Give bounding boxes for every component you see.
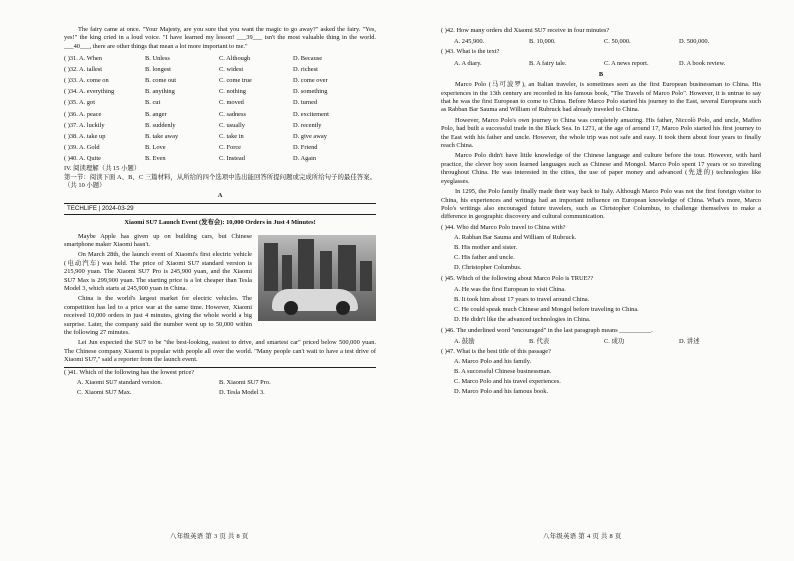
option-b: B. anger xyxy=(145,110,167,118)
page-footer-left: 八年级英语 第 3 页 共 8 页 xyxy=(170,532,249,540)
question-41-options-row1 xyxy=(77,379,376,389)
option-c: C. sadness xyxy=(219,110,246,118)
option-c: C. moved xyxy=(219,99,244,107)
passage-label-b: B xyxy=(598,70,604,78)
option-d[interactable]: D. 讲述 xyxy=(679,337,700,345)
option-b: B. anything xyxy=(145,88,175,96)
cloze-row-40 xyxy=(64,154,376,165)
option-c: C. Although xyxy=(219,54,251,62)
cloze-row-32 xyxy=(64,64,376,75)
question-46-options xyxy=(454,337,761,347)
option-c[interactable]: C. He could speak much Chinese and Mongol before traveling to China. xyxy=(454,305,639,313)
answer-blank[interactable]: ( )32. xyxy=(64,65,78,73)
answer-blank[interactable]: ( )34. xyxy=(64,88,78,96)
option-d[interactable]: D. 500,000. xyxy=(679,38,710,46)
answer-blank[interactable]: ( )38. xyxy=(64,132,78,140)
option-b: B. Unless xyxy=(145,54,170,62)
question-42-options xyxy=(454,37,761,47)
cloze-row-39 xyxy=(64,143,376,154)
passage-b-paragraph-1: Marco Polo (马可波罗), an Italian traveler, is sometimes seen as the first European businessman to China. His experiences in the 13th century are recorded in his famous book, "The Travels of Marco Polo". However, it is untrue to say that he was the first European to come to China. Before Marco Polo started his journey to the East, several Europeans such as Rabban Bar Sauma and William of Rubruck had already traveled to China. xyxy=(441,81,761,114)
question-46[interactable]: ( )46. The underlined word "encouraged" in the last paragraph means __________. xyxy=(441,326,653,334)
answer-blank[interactable]: ( )39. xyxy=(64,144,78,152)
option-d: D. Friend xyxy=(293,144,318,152)
cloze-row-31 xyxy=(64,53,376,64)
answer-blank[interactable]: ( )40. xyxy=(64,155,78,163)
option-a: A. got xyxy=(79,99,95,107)
question-47[interactable]: ( )47. What is the best title of this passage? xyxy=(441,347,551,355)
option-d: D. Again xyxy=(293,155,317,163)
answer-blank[interactable]: ( )37. xyxy=(64,121,78,129)
cloze-row-36 xyxy=(64,109,376,120)
passage-b-paragraph-4: In 1295, the Polo family finally made their way back to Italy. Although Marco Polo was not the first foreign visitor to China, his experiences and writings had an important influence on European knowledge of China. What's more, Marco Polo's writings also encouraged future travelers, such as Christopher Columbus, to challenge themselves to make a difference in geographic discovery and cultural communication. xyxy=(441,188,761,221)
news-article-box xyxy=(64,203,376,368)
cloze-row-35 xyxy=(64,98,376,109)
option-a[interactable]: A. A diary. xyxy=(454,59,482,67)
section-instructions: 第一节：阅读下面 A、B、C 三篇材料，从所给的四个选项中选出能回答所提问题或完成所给句子的最佳答案。（共 10 小题） xyxy=(64,173,376,189)
question-41[interactable]: ( )41. Which of the following has the lowest price? xyxy=(64,368,195,376)
option-b: B. come out xyxy=(145,76,177,84)
option-a[interactable]: A. Marco Polo and his family. xyxy=(454,358,532,366)
option-d: D. come over xyxy=(293,76,328,84)
option-b[interactable]: B. It took him about 17 years to travel around China. xyxy=(454,295,590,303)
passage-b-paragraph-2: However, Marco Polo's own journey to China was completely amazing. His father, Niccolò Polo, and uncle, Maffeo Polo, had built a successful trade in the Black Sea. In 1271, at the age of around 17, Marco Polo started his first journey to the East with his father and uncle. However, the whole trip was not safe and easy. It took them about four years to finally reach China. xyxy=(441,116,761,150)
option-c[interactable]: C. Xiaomi SU7 Max. xyxy=(77,389,132,397)
option-a: A. luckily xyxy=(79,121,105,129)
option-d[interactable]: D. Christopher Columbus. xyxy=(454,264,522,272)
option-b[interactable]: B. A successful Chinese businessman. xyxy=(454,368,552,376)
answer-blank[interactable]: ( )31. xyxy=(64,54,78,62)
option-c: C. take in xyxy=(219,132,244,140)
option-d: D. richest xyxy=(293,65,318,73)
article-paragraph-1: Maybe Apple has given up on building cars, but Chinese smartphone maker Xiaomi hasn't. xyxy=(64,232,252,248)
option-b: B. suddenly xyxy=(145,121,176,129)
cloze-row-37 xyxy=(64,120,376,131)
cloze-row-34 xyxy=(64,87,376,98)
option-a: A. come on xyxy=(79,76,109,84)
option-d[interactable]: D. A book review. xyxy=(679,59,726,67)
option-a[interactable]: A. 鼓励 xyxy=(454,337,475,345)
car-photo-image xyxy=(258,235,376,321)
option-b[interactable]: B. Xiaomi SU7 Pro. xyxy=(219,379,271,387)
answer-blank[interactable]: ( )33. xyxy=(64,76,78,84)
option-d: D. turned xyxy=(293,99,318,107)
option-b[interactable]: B. 代表 xyxy=(529,337,550,345)
cloze-row-38 xyxy=(64,132,376,143)
option-a[interactable]: A. 245,900. xyxy=(454,38,485,46)
option-d[interactable]: D. Marco Polo and his famous book. xyxy=(454,388,549,396)
question-45[interactable]: ( )45. Which of the following about Marco Polo is TRUE?? xyxy=(441,275,594,283)
option-c[interactable]: C. 成功 xyxy=(604,337,625,345)
option-a[interactable]: A. Rabban Bar Sauma and William of Rubruck. xyxy=(454,234,577,242)
article-paragraph-2: On March 28th, the launch event of Xiaomi's first electric vehicle (电动汽车) was held. The price of Xiaomi SU7 standard version is 215,900 yuan. The Xiaomi SU7 Pro is 245,900 yuan, and the Xiaomi SU7 Max is 299,900 yuan. The starting price is a lot cheaper than Tesla Model 3, which starts at 245,900 yuan in China. xyxy=(64,251,252,292)
question-44[interactable]: ( )44. Who did Marco Polo travel to China with? xyxy=(441,223,566,231)
option-d: D. excitement xyxy=(293,110,329,118)
option-a: A. When xyxy=(79,54,102,62)
option-a[interactable]: A. Xiaomi SU7 standard version. xyxy=(77,379,163,387)
question-42[interactable]: ( )42. How many orders did Xiaomi SU7 receive in four minutes? xyxy=(441,27,610,34)
question-41-options-row2 xyxy=(77,389,376,399)
question-43[interactable]: ( )43. What is the text? xyxy=(441,48,500,56)
article-paragraph-4: Lei Jun expected the SU7 to be "the best-looking, easiest to drive, and smartest car" priced below 500,000 yuan. The Chinese company Xiaomi is popular with people all over the world. "Many people can't wait to have a test drive of Xiaomi SU7," said a reporter from the launch event. xyxy=(64,339,376,364)
option-a: A. everything xyxy=(79,88,115,96)
option-c: C. come true xyxy=(219,76,252,84)
option-b: B. cut xyxy=(145,99,161,107)
option-c[interactable]: C. 50,000. xyxy=(604,38,631,46)
option-c[interactable]: C. A news report. xyxy=(604,59,649,67)
option-c[interactable]: C. Marco Polo and his travel experiences. xyxy=(454,378,561,386)
article-title: Xiaomi SU7 Launch Event (发布会): 10,000 Orders in Just 4 Minutes! xyxy=(124,219,316,227)
option-b: B. Love xyxy=(145,144,166,152)
option-a: A. take up xyxy=(79,132,106,140)
right-column xyxy=(441,26,761,398)
option-b[interactable]: B. His mother and sister. xyxy=(454,244,518,252)
option-b[interactable]: B. 10,000. xyxy=(529,38,556,46)
option-a: A. tallest xyxy=(79,65,103,73)
option-b: B. take away xyxy=(145,132,179,140)
article-header: TECHLIFE | 2024-03-29 xyxy=(64,204,376,215)
left-column xyxy=(64,26,376,399)
option-d[interactable]: D. Tesla Model 3. xyxy=(219,389,265,397)
option-a: A. peace xyxy=(79,110,102,118)
passage-b-paragraph-3: Marco Polo didn't have little knowledge of the Chinese language and culture before the tour. However, with hard practice, the clever boy soon learned languages such as Chinese and Mongol. Marco Polo spent 17 years or so traveling throughout China. He was interested in the cities, the use of paper money and advanced (先进的) technologies like eyeglasses. xyxy=(441,152,761,185)
story-ending-paragraph: The fairy came at once. "Your Majesty, are you sure that you want the magic to go away?" asked the fairy. "Yes, yes!" the king cried in a loud voice. "I have learned my lesson! ___39___ isn't the most valuable thing in the world. ___40___, there are other things that mean a lot more important to me." xyxy=(64,26,376,50)
option-c: C. Instead xyxy=(219,155,245,163)
option-a[interactable]: A. He was the first European to visit China. xyxy=(454,285,566,293)
option-d: D. Because xyxy=(293,54,323,62)
option-c: C. Force xyxy=(219,144,242,152)
option-a: A. Gold xyxy=(79,144,100,152)
option-b: B. Even xyxy=(145,155,166,163)
option-d[interactable]: D. He didn't like the advanced technologies in China. xyxy=(454,315,591,323)
article-paragraph-3: China is the world's largest market for electric vehicles. The competition has led to a price war at the same time. However, Xiaomi received 10,000 orders in just 4 minutes, giving the whole world a big surprise. Later, the company said the number went up to 50,000 within the following 27 minutes. xyxy=(64,295,252,336)
option-a: A. Quite xyxy=(79,155,102,163)
section-heading: IV. 阅读理解（共 15 小题） xyxy=(64,165,141,173)
option-c: C. usually xyxy=(219,121,245,129)
cloze-row-33 xyxy=(64,76,376,87)
cloze-options-table xyxy=(64,53,376,165)
option-b: B. longest xyxy=(145,65,171,73)
answer-blank[interactable]: ( )36. xyxy=(64,110,78,118)
question-43-options xyxy=(454,59,761,69)
option-c: C. nothing xyxy=(219,88,246,96)
option-d: D. give away xyxy=(293,132,327,140)
option-c[interactable]: C. His father and uncle. xyxy=(454,254,515,262)
option-c: C. widest xyxy=(219,65,244,73)
passage-label-a: A xyxy=(217,192,223,200)
page-footer-right: 八年级英语 第 4 页 共 8 页 xyxy=(543,532,622,540)
option-d: D. recently xyxy=(293,121,322,129)
option-b[interactable]: B. A fairy tale. xyxy=(529,59,567,67)
option-d: D. something xyxy=(293,88,328,96)
answer-blank[interactable]: ( )35. xyxy=(64,99,78,107)
